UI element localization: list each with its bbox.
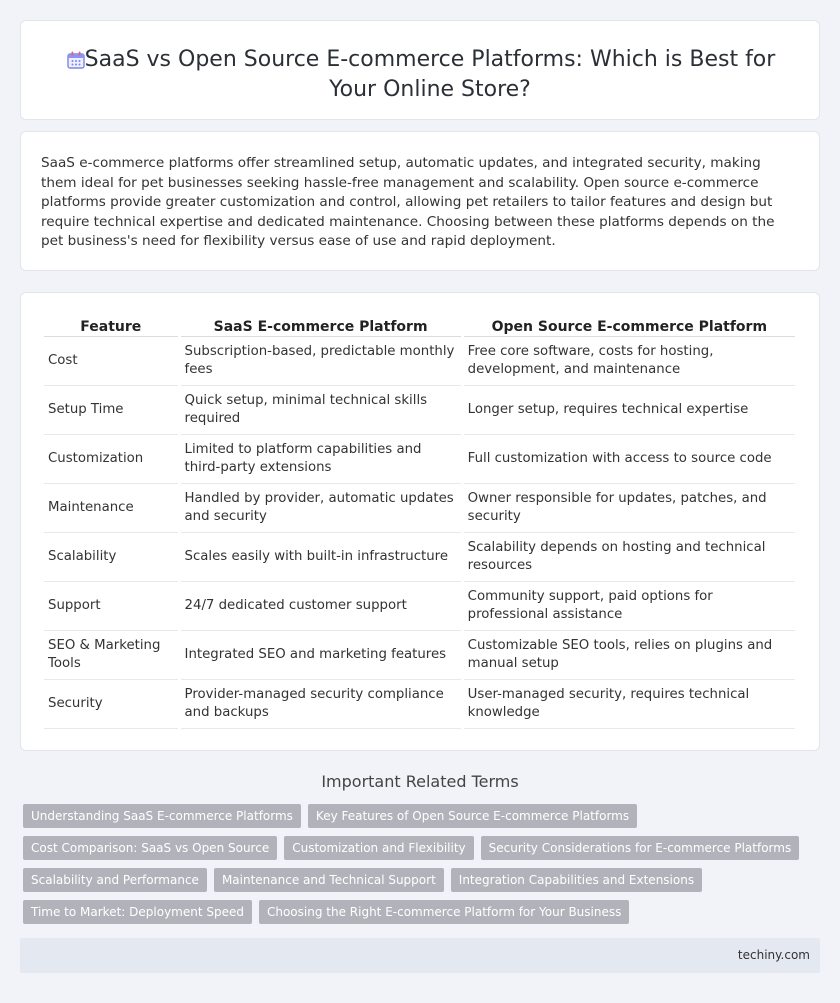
feature-cell: Scalability xyxy=(44,533,178,582)
open-source-cell: User-managed security, requires technical knowledge xyxy=(464,680,795,729)
comparison-table xyxy=(41,317,798,729)
table-row xyxy=(44,680,795,729)
related-term-tag[interactable]: Integration Capabilities and Extensions xyxy=(451,868,702,892)
open-source-cell: Full customization with access to source code xyxy=(464,435,795,484)
related-term-tag[interactable]: Choosing the Right E-commerce Platform for Your Business xyxy=(259,900,629,924)
table-row xyxy=(44,337,795,386)
open-source-cell: Longer setup, requires technical expertise xyxy=(464,386,795,435)
related-term-tag[interactable]: Security Considerations for E-commerce Platforms xyxy=(481,836,800,860)
title-card xyxy=(20,20,820,120)
footer xyxy=(20,938,820,973)
feature-cell: SEO & Marketing Tools xyxy=(44,631,178,680)
page-title: SaaS vs Open Source E-commerce Platforms: Which is Best for Your Online Store? xyxy=(84,47,776,102)
header-open-source: Open Source E-commerce Platform xyxy=(464,317,795,337)
table-row xyxy=(44,435,795,484)
header-saas: SaaS E-commerce Platform xyxy=(181,317,461,337)
related-terms-list xyxy=(23,804,820,924)
saas-cell: Limited to platform capabilities and third-party extensions xyxy=(181,435,461,484)
saas-cell: Integrated SEO and marketing features xyxy=(181,631,461,680)
intro-card xyxy=(20,131,820,271)
feature-cell: Support xyxy=(44,582,178,631)
related-term-tag[interactable]: Customization and Flexibility xyxy=(284,836,473,860)
related-terms-heading: Important Related Terms xyxy=(321,772,519,791)
related-term-tag[interactable]: Maintenance and Technical Support xyxy=(214,868,444,892)
saas-cell: Scales easily with built-in infrastructure xyxy=(181,533,461,582)
open-source-cell: Community support, paid options for professional assistance xyxy=(464,582,795,631)
related-term-tag[interactable]: Time to Market: Deployment Speed xyxy=(23,900,252,924)
related-term-tag[interactable]: Key Features of Open Source E-commerce Platforms xyxy=(308,804,637,828)
table-row xyxy=(44,582,795,631)
header-feature: Feature xyxy=(44,317,178,337)
related-term-tag[interactable]: Understanding SaaS E-commerce Platforms xyxy=(23,804,301,828)
table-row xyxy=(44,631,795,680)
feature-cell: Cost xyxy=(44,337,178,386)
intro-text: SaaS e-commerce platforms offer streamlined setup, automatic updates, and integrated security, making them ideal for pet businesses seeking hassle-free management and scalability. Open source e-commerce platforms provide greater customization and control, allowing pet retailers to tailor features and design but require technical expertise and dedicated maintenance. Choosing between these platforms depends on the pet business's need for flexibility versus ease of use and rapid deployment. xyxy=(41,155,775,249)
related-term-tag[interactable]: Scalability and Performance xyxy=(23,868,207,892)
open-source-cell: Owner responsible for updates, patches, and security xyxy=(464,484,795,533)
open-source-cell: Customizable SEO tools, relies on plugins and manual setup xyxy=(464,631,795,680)
saas-cell: 24/7 dedicated customer support xyxy=(181,582,461,631)
saas-cell: Provider-managed security compliance and backups xyxy=(181,680,461,729)
open-source-cell: Free core software, costs for hosting, development, and maintenance xyxy=(464,337,795,386)
feature-cell: Setup Time xyxy=(44,386,178,435)
table-row xyxy=(44,533,795,582)
table-header-row xyxy=(44,317,795,337)
feature-cell: Customization xyxy=(44,435,178,484)
saas-cell: Handled by provider, automatic updates and security xyxy=(181,484,461,533)
table-row xyxy=(44,386,795,435)
open-source-cell: Scalability depends on hosting and technical resources xyxy=(464,533,795,582)
feature-cell: Maintenance xyxy=(44,484,178,533)
footer-site-link[interactable]: techiny.com xyxy=(737,948,810,962)
saas-cell: Subscription-based, predictable monthly fees xyxy=(181,337,461,386)
feature-cell: Security xyxy=(44,680,178,729)
saas-cell: Quick setup, minimal technical skills required xyxy=(181,386,461,435)
comparison-card xyxy=(20,292,820,751)
table-row xyxy=(44,484,795,533)
related-term-tag[interactable]: Cost Comparison: SaaS vs Open Source xyxy=(23,836,277,860)
